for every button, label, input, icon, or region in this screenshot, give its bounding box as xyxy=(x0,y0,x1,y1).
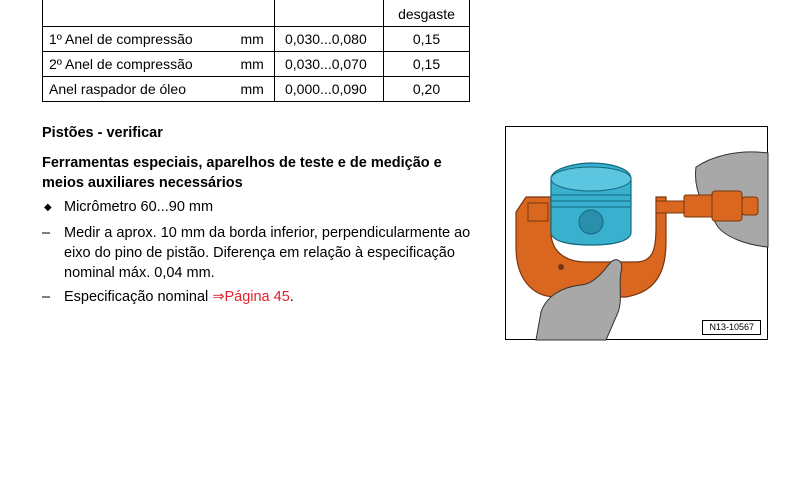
table-row xyxy=(43,27,470,52)
ring-name-cell: Anel raspador de óleo xyxy=(43,77,233,102)
page-link[interactable] xyxy=(212,289,289,305)
micrometer-illustration xyxy=(506,127,769,341)
page-link-text: Página 45 xyxy=(224,289,290,305)
table-header-wear: desgaste xyxy=(384,0,470,27)
tools-subtitle: Ferramentas especiais, aparelhos de teste e de medição e meios auxiliares necessários xyxy=(42,155,442,191)
step-text: Medir a aprox. 10 mm da borda inferior, perpendicularmente ao eixo do pino de pistão. Diferença em relação à especificação nominal máx. 0,04 mm. xyxy=(64,225,471,281)
wear-limit-cell: 0,20 xyxy=(384,77,470,102)
tolerance-table xyxy=(42,0,470,102)
table-header-cell xyxy=(275,0,384,27)
micrometer-figure xyxy=(505,126,768,340)
unit-cell: mm xyxy=(233,77,275,102)
range-cell: 0,030...0,070 xyxy=(275,52,384,77)
piston-pin-boss xyxy=(579,210,603,234)
unit-cell: mm xyxy=(233,27,275,52)
ring-name-cell: 2º Anel de compressão xyxy=(43,52,233,77)
micrometer-sleeve xyxy=(684,195,714,217)
table-header-cell xyxy=(43,0,233,27)
step-suffix: . xyxy=(289,289,294,305)
tool-text: Micrômetro 60...90 mm xyxy=(64,199,214,215)
dash-marker: – xyxy=(42,225,51,241)
figure-caption: N13-10567 xyxy=(702,320,761,335)
table-header-cell xyxy=(233,0,275,27)
micrometer-ratchet xyxy=(742,197,758,215)
range-cell: 0,000...0,090 xyxy=(275,77,384,102)
piston-crown xyxy=(551,167,631,191)
dash-marker: – xyxy=(42,289,51,305)
micrometer-spindle xyxy=(656,201,686,213)
tool-list-item xyxy=(42,197,474,217)
step-text: Especificação nominal xyxy=(64,289,209,305)
wear-limit-cell: 0,15 xyxy=(384,52,470,77)
step-item xyxy=(42,223,474,283)
range-cell: 0,030...0,080 xyxy=(275,27,384,52)
link-arrow-icon: ⇒ xyxy=(212,289,225,305)
ring-name-cell: 1º Anel de compressão xyxy=(43,27,233,52)
table-row xyxy=(43,77,470,102)
table-header-row xyxy=(43,0,470,27)
table-row xyxy=(43,52,470,77)
unit-cell: mm xyxy=(233,52,275,77)
micrometer-thimble xyxy=(712,191,742,221)
step-item xyxy=(42,287,474,307)
section-title: Pistões - verificar xyxy=(42,125,163,141)
frame-hole xyxy=(558,264,564,270)
wear-limit-cell: 0,15 xyxy=(384,27,470,52)
diamond-bullet-icon: ◆ xyxy=(44,202,52,213)
micrometer-anvil xyxy=(528,203,548,221)
